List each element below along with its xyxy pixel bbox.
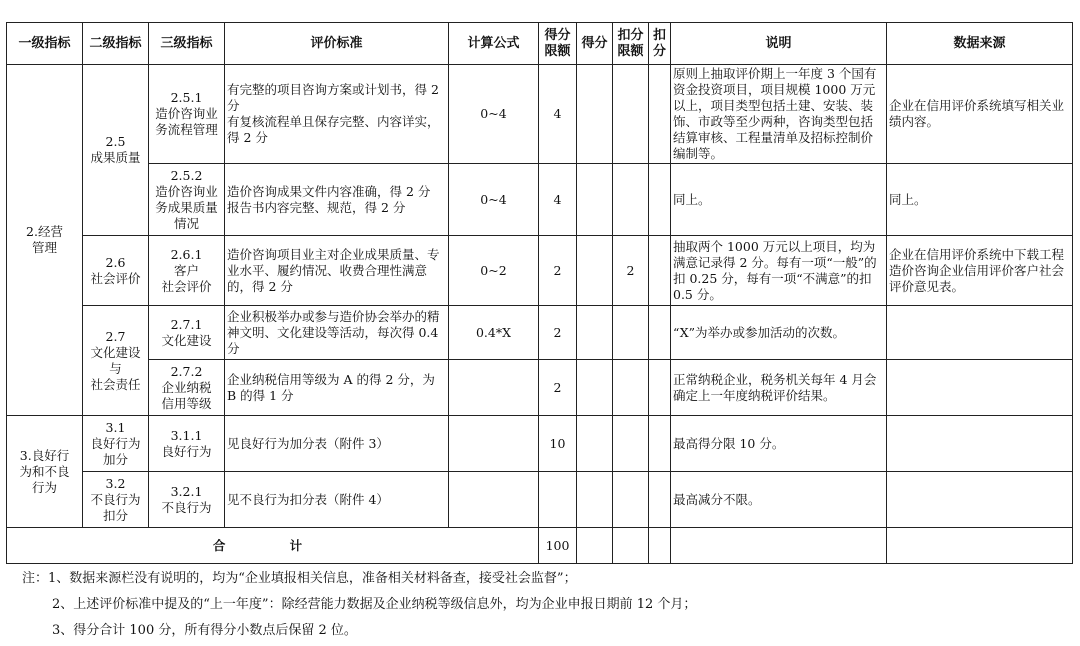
header-score: 得分 bbox=[577, 23, 613, 65]
header-deduct-limit: 扣分 限额 bbox=[613, 23, 649, 65]
l3-251: 2.5.1 造价咨询业 务流程管理 bbox=[149, 65, 225, 164]
header-l2: 二级指标 bbox=[83, 23, 149, 65]
l2-quality: 2.5 成果质量 bbox=[83, 65, 149, 236]
total-label: 合 计 bbox=[7, 528, 539, 564]
table-row bbox=[7, 306, 1073, 360]
standard-272: 企业纳税信用等级为 A 的得 2 分，为 B 的得 1 分 bbox=[225, 360, 449, 416]
header-l1: 一级指标 bbox=[7, 23, 83, 65]
score-252 bbox=[577, 164, 613, 236]
deduct-limit-252 bbox=[613, 164, 649, 236]
score-272 bbox=[577, 360, 613, 416]
standard-311: 见良好行为加分表（附件 3） bbox=[225, 416, 449, 472]
deduct-limit-321 bbox=[613, 472, 649, 528]
header-source: 数据来源 bbox=[887, 23, 1073, 65]
deduct-limit-271 bbox=[613, 306, 649, 360]
score-271 bbox=[577, 306, 613, 360]
source-261: 企业在信用评价系统中下载工程造价咨询企业信用评价客户社会评价意见表。 bbox=[887, 236, 1073, 306]
table-row bbox=[7, 360, 1073, 416]
header-note: 说明 bbox=[671, 23, 887, 65]
formula-321 bbox=[449, 472, 539, 528]
header-l3: 三级指标 bbox=[149, 23, 225, 65]
header-formula: 计算公式 bbox=[449, 23, 539, 65]
limit-252: 4 bbox=[539, 164, 577, 236]
l3-271: 2.7.1 文化建设 bbox=[149, 306, 225, 360]
l1-conduct: 3.良好行 为和不良 行为 bbox=[7, 416, 83, 528]
deduct-261 bbox=[649, 236, 671, 306]
header-standard: 评价标准 bbox=[225, 23, 449, 65]
source-272 bbox=[887, 360, 1073, 416]
deduct-311 bbox=[649, 416, 671, 472]
formula-252: 0~4 bbox=[449, 164, 539, 236]
total-deduct-limit bbox=[613, 528, 649, 564]
footnote-1: 注：1、数据来源栏没有说明的，均为“企业填报相关信息，准备相关材料备查，接受社会监督”； bbox=[22, 571, 577, 586]
limit-271: 2 bbox=[539, 306, 577, 360]
deduct-251 bbox=[649, 65, 671, 164]
note-311: 最高得分限 10 分。 bbox=[671, 416, 887, 472]
deduct-271 bbox=[649, 306, 671, 360]
limit-272: 2 bbox=[539, 360, 577, 416]
header-row bbox=[7, 23, 1073, 65]
source-251: 企业在信用评价系统填写相关业绩内容。 bbox=[887, 65, 1073, 164]
standard-251: 有完整的项目咨询方案或计划书，得 2 分 有复核流程单且保存完整、内容详实，得 2 分 bbox=[225, 65, 449, 164]
standard-252: 造价咨询成果文件内容准确，得 2 分 报告书内容完整、规范，得 2 分 bbox=[225, 164, 449, 236]
deduct-limit-251 bbox=[613, 65, 649, 164]
l2-bad: 3.2 不良行为 扣分 bbox=[83, 472, 149, 528]
deduct-limit-272 bbox=[613, 360, 649, 416]
l2-culture: 2.7 文化建设 与 社会责任 bbox=[83, 306, 149, 416]
l3-261: 2.6.1 客户 社会评价 bbox=[149, 236, 225, 306]
total-source bbox=[887, 528, 1073, 564]
source-252: 同上。 bbox=[887, 164, 1073, 236]
limit-321 bbox=[539, 472, 577, 528]
table-row bbox=[7, 472, 1073, 528]
note-272: 正常纳税企业，税务机关每年 4 月会确定上一年度纳税评价结果。 bbox=[671, 360, 887, 416]
l3-252: 2.5.2 造价咨询业 务成果质量 情况 bbox=[149, 164, 225, 236]
table-row bbox=[7, 416, 1073, 472]
note-251: 原则上抽取评价期上一年度 3 个国有资金投资项目，项目规模 1000 万元以上，项目类型包括土建、安装、装饰、市政等至少两种，咨询类型包括结算审核、工程量清单及招标控制价编制等。 bbox=[671, 65, 887, 164]
header-score-limit: 得分 限额 bbox=[539, 23, 577, 65]
note-261: 抽取两个 1000 万元以上项目，均为满意记录得 2 分。每有一项“一般”的扣 0.25 分，每有一项“不满意”的扣 0.5 分。 bbox=[671, 236, 887, 306]
footnote-2: 2、上述评价标准中提及的“上一年度”：除经营能力数据及企业纳税等级信息外，均为企业申报日期前 12 个月； bbox=[52, 597, 697, 612]
score-251 bbox=[577, 65, 613, 164]
table-row bbox=[7, 65, 1073, 164]
limit-251: 4 bbox=[539, 65, 577, 164]
formula-271: 0.4*X bbox=[449, 306, 539, 360]
evaluation-table bbox=[6, 22, 1073, 564]
note-271: “X”为举办或参加活动的次数。 bbox=[671, 306, 887, 360]
l3-311: 3.1.1 良好行为 bbox=[149, 416, 225, 472]
deduct-321 bbox=[649, 472, 671, 528]
l2-social: 2.6 社会评价 bbox=[83, 236, 149, 306]
total-note bbox=[671, 528, 887, 564]
score-311 bbox=[577, 416, 613, 472]
formula-311 bbox=[449, 416, 539, 472]
note-321: 最高减分不限。 bbox=[671, 472, 887, 528]
header-deduct: 扣 分 bbox=[649, 23, 671, 65]
l3-321: 3.2.1 不良行为 bbox=[149, 472, 225, 528]
formula-251: 0~4 bbox=[449, 65, 539, 164]
score-321 bbox=[577, 472, 613, 528]
footnotes bbox=[22, 566, 696, 644]
footnote-3: 3、得分合计 100 分，所有得分小数点后保留 2 位。 bbox=[52, 623, 357, 638]
source-271 bbox=[887, 306, 1073, 360]
formula-261: 0~2 bbox=[449, 236, 539, 306]
table-row bbox=[7, 236, 1073, 306]
deduct-limit-311 bbox=[613, 416, 649, 472]
total-score bbox=[577, 528, 613, 564]
table-row bbox=[7, 164, 1073, 236]
deduct-272 bbox=[649, 360, 671, 416]
limit-261: 2 bbox=[539, 236, 577, 306]
total-limit: 100 bbox=[539, 528, 577, 564]
total-deduct bbox=[649, 528, 671, 564]
formula-272 bbox=[449, 360, 539, 416]
total-row bbox=[7, 528, 1073, 564]
standard-261: 造价咨询项目业主对企业成果质量、专业水平、履约情况、收费合理性满意的，得 2 分 bbox=[225, 236, 449, 306]
l2-good: 3.1 良好行为 加分 bbox=[83, 416, 149, 472]
source-311 bbox=[887, 416, 1073, 472]
l3-272: 2.7.2 企业纳税 信用等级 bbox=[149, 360, 225, 416]
source-321 bbox=[887, 472, 1073, 528]
deduct-252 bbox=[649, 164, 671, 236]
limit-311: 10 bbox=[539, 416, 577, 472]
standard-321: 见不良行为扣分表（附件 4） bbox=[225, 472, 449, 528]
standard-271: 企业积极举办或参与造价协会举办的精神文明、文化建设等活动，每次得 0.4 分 bbox=[225, 306, 449, 360]
l1-management: 2.经营 管理 bbox=[7, 65, 83, 416]
deduct-limit-261: 2 bbox=[613, 236, 649, 306]
score-261 bbox=[577, 236, 613, 306]
note-252: 同上。 bbox=[671, 164, 887, 236]
